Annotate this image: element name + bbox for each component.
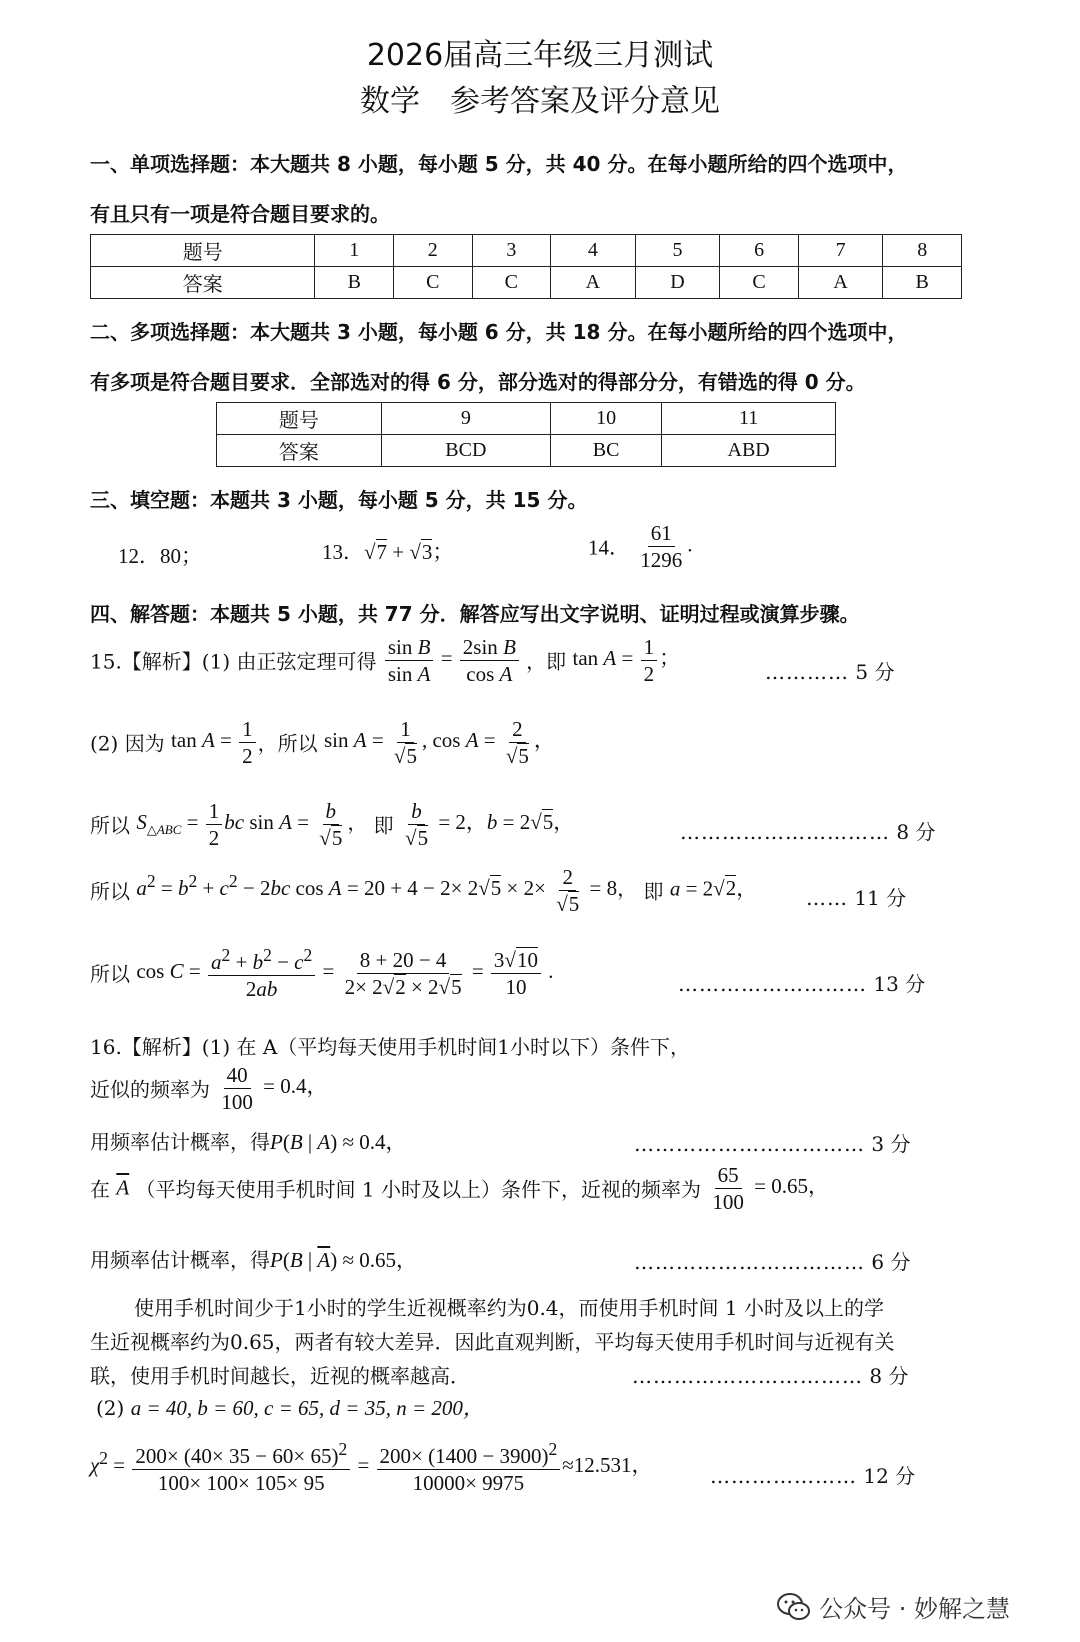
table1-a-label: 答案 — [91, 267, 315, 299]
q16-chi-square: $\chi^2$ = $\frac{200\times (40\times 35 - 60\times 65)^2}{100\times 100\times 105\times 95}$ = $\frac{200\times (1400 - 3900)^2}{10000\times 9975}$ ≈12.531， — [90, 1439, 653, 1496]
table1-q: 2 — [394, 235, 473, 267]
table1-q: 7 — [798, 235, 883, 267]
table1-a: B — [883, 267, 962, 299]
table1-a: A — [551, 267, 636, 299]
score-12: ………………… 12 分 — [710, 1464, 916, 1488]
q15-part1: 15.【解析】(1) 由正弦定理可得 $\frac{\text{sin B}}{\text{sin A}}$ = $\frac{\text{2sin B}}{\text{cos A}}$ ，即 tan A = $\frac{1}{2}$ ； — [90, 635, 681, 687]
score-13: ……………………… 13 分 — [678, 972, 926, 996]
q16-para-line1: 使用手机时间少于1小时的学生近视概率约为0.4，而使用手机时间 1 小时及以上的学 — [134, 1296, 884, 1320]
table1-a: D — [635, 267, 720, 299]
table1-q: 4 — [551, 235, 636, 267]
wechat-icon — [777, 1592, 811, 1622]
section4-line1: 四、解答题：本题共 5 小题，共 77 分．解答应写出文字说明、证明过程或演算步骤。 — [90, 602, 860, 626]
single-choice-answer-table — [90, 234, 962, 299]
table1-a: B — [315, 267, 394, 299]
q16-freq-a: 近似的频率为 $\frac{40}{100}$ = 0.4， — [90, 1063, 328, 1115]
section2-line2: 有多项是符合题目要求．全部选对的得 6 分，部分选对的得部分分，有错选的得 0 分。 — [90, 370, 866, 394]
score-8: ………………………… 8 分 — [680, 820, 936, 844]
table2-a: BCD — [381, 435, 550, 467]
q15-side-a: 所以 $a^2 = b^2 + c^2 - 2bc$ cos A = 20 + 4 − 2× 2√5 × 2× $\frac{2}{√5}$ = 8， 即 a = 2√2， — [90, 865, 758, 917]
multi-choice-answer-table — [216, 402, 836, 467]
score-5: ………… 5 分 — [765, 660, 895, 684]
q16-est-abar: 用频率估计概率，得P(B | $\overline{A}) \approx 0.65$， — [90, 1248, 417, 1272]
answer-14: 14． $\frac{61}{1296}$ . — [588, 521, 693, 573]
wechat-watermark — [777, 1589, 1010, 1624]
table1-a: C — [394, 267, 473, 299]
section1-line1: 一、单项选择题：本大题共 8 小题，每小题 5 分，共 40 分。在每小题所给的四个选项中， — [90, 152, 908, 176]
table1-q-label: 题号 — [91, 235, 315, 267]
table2-a: ABD — [662, 435, 836, 467]
answer-13: 13．√7 + √3； — [322, 540, 454, 564]
score-6: …………………………… 6 分 — [634, 1250, 911, 1274]
table2-q: 11 — [662, 403, 836, 435]
section2-line1: 二、多项选择题：本大题共 3 小题，每小题 6 分，共 18 分。在每小题所给的四个选项中， — [90, 320, 908, 344]
table2-a-label: 答案 — [217, 435, 382, 467]
q16-part2-values: (2) a = 40, b = 60, c = 65, d = 35, n = 200， — [96, 1396, 484, 1420]
q16-para-line3: 联，使用手机时间越长，近视的概率越高． — [90, 1364, 470, 1388]
table2-a: BC — [551, 435, 662, 467]
q16-freq-abar: 在 $\overline{A}$ （平均每天使用手机时间 1 小时及以上）条件下，近视的频率为 $\frac{65}{100}$ = 0.65， — [90, 1163, 829, 1215]
table1-a: A — [798, 267, 883, 299]
table2-q: 10 — [551, 403, 662, 435]
score-8b: …………………………… 8 分 — [632, 1364, 909, 1388]
q15-cosC: 所以 cos C = $\frac{a^2 + b^2 - c^2}{2ab}$ = $\frac{8 + 20 - 4}{2\times 2√2 \times 2√5}$ = $\frac{3√10}{10}$ . — [90, 945, 554, 1002]
table1-q: 8 — [883, 235, 962, 267]
q15-area: 所以 $S_{\triangle ABC}$ = $\frac{1}{2}$ bc sin A = $\frac{b}{√5}$ ， 即 $\frac{b}{√5}$ = 2，b = 2√5， — [90, 799, 575, 851]
section3-line1: 三、填空题：本题共 3 小题，每小题 5 分，共 15 分。 — [90, 488, 588, 512]
table1-q: 5 — [635, 235, 720, 267]
section1-line2: 有且只有一项是符合题目要求的。 — [90, 202, 390, 226]
table1-q: 6 — [720, 235, 799, 267]
watermark-text: 公众号 · 妙解之慧 — [819, 1595, 1010, 1623]
q16-para-line2: 生近视概率约为0.65，两者有较大差异．因此直观判断，平均每天使用手机时间与近视有关 — [90, 1330, 895, 1354]
score-3: …………………………… 3 分 — [634, 1132, 911, 1156]
q15-part2: (2) 因为 tan A = $\frac{1}{2}$ ，所以 sin A = $\frac{1}{√5}$ , cos A = $\frac{2}{√5}$ ， — [90, 717, 555, 769]
q16-est-a: 用频率估计概率，得P(B | A) ≈ 0.4， — [90, 1130, 407, 1154]
table2-q: 9 — [381, 403, 550, 435]
page-subtitle: 数学 参考答案及评分意见 — [360, 84, 720, 119]
q16-part1-intro: 16.【解析】(1) 在 A（平均每天使用手机时间1小时以下）条件下， — [90, 1035, 691, 1059]
table1-q: 3 — [472, 235, 551, 267]
table1-q: 1 — [315, 235, 394, 267]
answer-12: 12．80； — [118, 544, 202, 568]
table1-a: C — [472, 267, 551, 299]
page-title: 2026届高三年级三月测试 — [366, 38, 714, 73]
table1-a: C — [720, 267, 799, 299]
score-11: …… 11 分 — [806, 886, 907, 910]
table2-q-label: 题号 — [217, 403, 382, 435]
